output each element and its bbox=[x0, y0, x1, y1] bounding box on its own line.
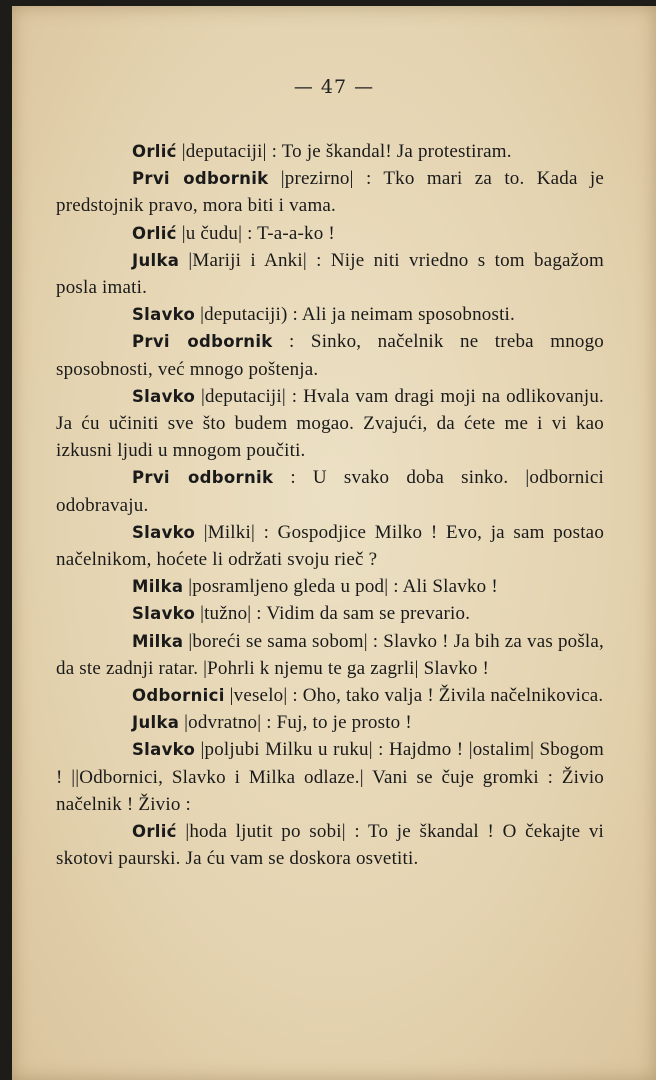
dialogue-line bbox=[56, 138, 604, 165]
stage-direction: |tužno| bbox=[200, 603, 252, 625]
dialogue-line bbox=[56, 247, 604, 301]
speaker-name: Prvi odbornik bbox=[132, 169, 269, 189]
dialogue-line bbox=[56, 682, 604, 709]
stage-direction: |veselo| bbox=[229, 685, 288, 707]
dialogue-text: : U svako doba sinko. |odbornici odobravaju. bbox=[56, 467, 604, 516]
stage-direction: |u čudu| bbox=[181, 222, 243, 244]
speaker-name: Orlić bbox=[132, 223, 177, 243]
speaker-name: Slavko bbox=[132, 305, 196, 325]
book-page bbox=[12, 6, 656, 1080]
dialogue-text: : T-a-a-ko ! bbox=[247, 222, 335, 244]
dialogue-text: : To je škandal ! O čekajte vi skotovi paurski. Ja ću vam se doskora osvetiti. bbox=[56, 821, 605, 870]
dialogue-line bbox=[56, 818, 604, 872]
speaker-name: Julka bbox=[132, 713, 180, 733]
speaker-name: Julka bbox=[132, 250, 180, 270]
dialogue-text: : Hajdmo ! |ostalim| Sbogom ! ||Odbornici, Slavko i Milka odlaze.| Vani se čuje gromki : Živio načelnik ! Živio : bbox=[56, 739, 605, 815]
dialogue-line bbox=[56, 464, 604, 518]
stage-direction: |Mariji i Anki| bbox=[188, 249, 307, 271]
stage-direction: |deputaciji) bbox=[200, 304, 288, 326]
dialogue-text: : Ali Slavko ! bbox=[393, 576, 498, 598]
dialogue-text: : Tko mari za to. Kada je predstojnik pravo, mora biti i vama. bbox=[56, 168, 605, 217]
speaker-name: Milka bbox=[132, 577, 184, 597]
dialogue-line bbox=[56, 328, 604, 382]
dialogue-text: : Slavko ! Ja bih za vas pošla, da ste zadnji ratar. |Pohrli k njemu te ga zagrli| Slavko ! bbox=[56, 630, 604, 679]
stage-direction: |deputaciji| bbox=[200, 385, 286, 407]
dialogue-line bbox=[56, 628, 604, 682]
stage-direction: |posramljeno gleda u pod| bbox=[188, 576, 389, 598]
speaker-name: Milka bbox=[132, 631, 184, 651]
stage-direction: |deputaciji| bbox=[181, 141, 267, 162]
dialogue-text: : Gospodjice Milko ! Evo, ja sam postao načelnikom, hoćete li održati svoju rieč ? bbox=[56, 521, 605, 571]
stage-direction: |prezirno| bbox=[280, 168, 354, 190]
dialogue-text: : Hvala vam dragi moji na odlikovanju. Ja ću učiniti sve što budem mogao. Zvajući, da ćete me i vi kao izkusni ljudi u mnogom poučiti. bbox=[56, 385, 604, 462]
dialogue-line bbox=[56, 600, 604, 627]
dialogue-text: : Ali ja neimam sposobnosti. bbox=[292, 304, 515, 326]
speaker-name: Slavko bbox=[132, 740, 196, 760]
stage-direction: |boreći se sama sobom| bbox=[188, 630, 368, 652]
dialogue-text: : Vidim da sam se prevario. bbox=[256, 603, 471, 625]
speaker-name: Orlić bbox=[132, 142, 177, 161]
dialogue-text: : Oho, tako valja ! Živila načelnikovica. bbox=[292, 685, 604, 707]
play-text bbox=[56, 138, 604, 872]
dialogue-line bbox=[56, 165, 604, 219]
stage-direction: |Milki| bbox=[203, 521, 255, 543]
dialogue-line bbox=[56, 301, 604, 328]
dialogue-text: : Nije niti vriedno s tom bagažom posla imati. bbox=[56, 249, 604, 299]
dialogue-text: : To je škandal! Ja protestiram. bbox=[271, 141, 512, 162]
dialogue-line bbox=[56, 736, 604, 818]
speaker-name: Slavko bbox=[132, 386, 196, 406]
dialogue-text: : Sinko, načelnik ne treba mnogo sposobnosti, već mnogo poštenja. bbox=[56, 331, 604, 380]
stage-direction: |poljubi Milku u ruku| bbox=[200, 739, 373, 761]
dialogue-line bbox=[56, 519, 604, 573]
dialogue-line bbox=[56, 573, 604, 600]
stage-direction: |hoda ljutit po sobi| bbox=[185, 821, 346, 843]
speaker-name: Prvi odbornik bbox=[132, 468, 274, 488]
dialogue-text: : Fuj, to je prosto ! bbox=[266, 712, 412, 734]
speaker-name: Slavko bbox=[132, 522, 196, 542]
speaker-name: Orlić bbox=[132, 822, 177, 842]
speaker-name: Slavko bbox=[132, 604, 196, 624]
page-number: — 47 — bbox=[293, 76, 375, 98]
speaker-name: Odbornici bbox=[132, 686, 225, 706]
stage-direction: |odvratno| bbox=[184, 712, 262, 734]
dialogue-line bbox=[56, 220, 604, 247]
dialogue-line bbox=[56, 383, 604, 465]
dialogue-line bbox=[56, 709, 604, 736]
speaker-name: Prvi odbornik bbox=[132, 332, 273, 352]
